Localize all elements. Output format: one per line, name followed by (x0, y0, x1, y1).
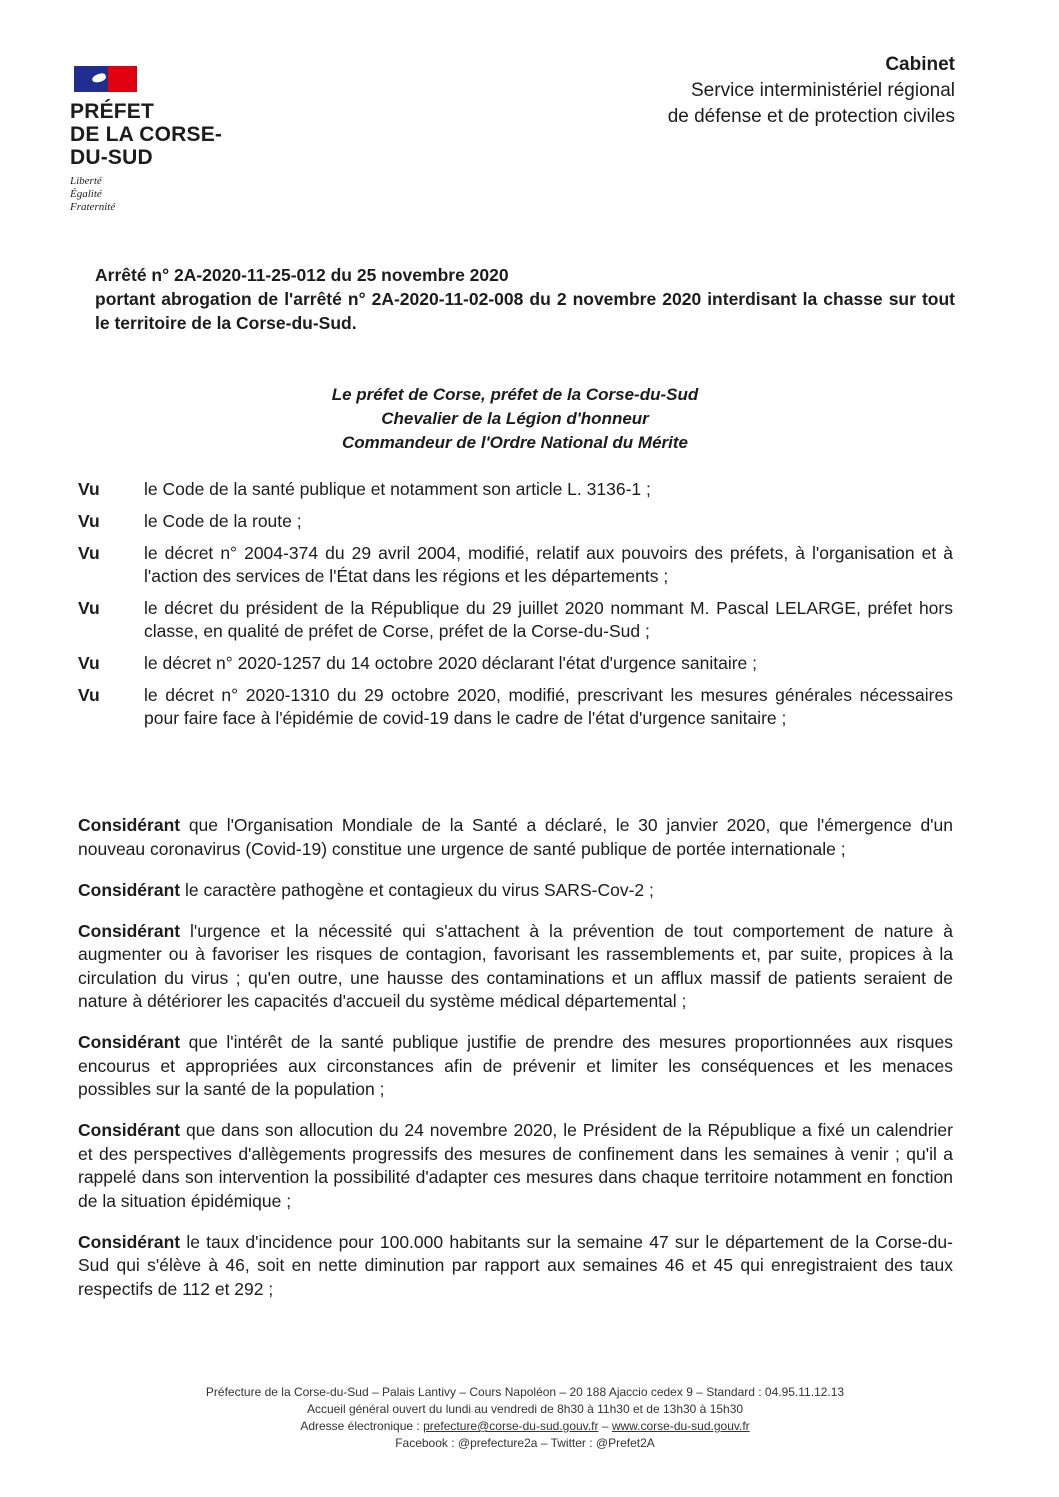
republic-motto: Liberté Égalité Fraternité (70, 175, 116, 213)
considerant-text: que dans son allocution du 24 novembre 2020, le Président de la République a fixé un calendrier et des perspectives d'allègements progressifs des mesures de confinement dans les semaines à venir ; qu'il a rappelé dans son intervention la possibilité d'adapter ces mesures dans chaque territoire notamment en fonction de la situation épidémique ; (78, 1120, 953, 1211)
considerant-text: que l'Organisation Mondiale de la Santé a déclaré, le 30 janvier 2020, que l'émergence d'un nouveau coronavirus (Covid-19) constitue une urgence de santé publique de portée internationale ; (78, 815, 953, 859)
vu-keyword: Vu (78, 479, 100, 499)
arrete-object: portant abrogation de l'arrêté n° 2A-2020-11-02-008 du 2 novembre 2020 interdisant la chasse sur tout le territoire de la Corse-du-Sud. (95, 289, 955, 333)
service-line: de défense et de protection civiles (667, 106, 955, 127)
vu-text: le décret n° 2020-1310 du 29 octobre 2020, modifié, prescrivant les mesures générales nécessaires pour faire face à l'épidémie de covid-19 dans le cadre de l'état d'urgence sanitaire ; (144, 685, 953, 728)
vu-keyword: Vu (78, 598, 100, 618)
considerants-list (78, 814, 953, 1311)
considerant-keyword: Considérant (78, 1032, 181, 1052)
footer-email-label: Adresse électronique : (300, 1419, 420, 1433)
vu-item (78, 510, 953, 533)
considerant-keyword: Considérant (78, 920, 181, 941)
considerant-text: que l'intérêt de la santé publique justifie de prendre des mesures proportionnées aux risques encourus et appropriées aux circonstances afin de prévenir et limiter les conséquences et les menaces possibles sur la santé de la population ; (78, 1032, 953, 1099)
vu-text: le décret du président de la République du 29 juillet 2020 nommant M. Pascal LELARGE, préfet hors classe, en qualité de préfet de Corse, préfet de la Corse-du-Sud ; (144, 598, 953, 641)
service-line: Service interministériel régional (691, 80, 955, 101)
vu-keyword: Vu (78, 653, 100, 673)
vu-keyword: Vu (78, 543, 100, 563)
footer-social: Facebook : @prefecture2a – Twitter : @Prefet2A (395, 1436, 655, 1450)
arrete-number: Arrêté n° 2A-2020-11-25-012 du 25 novembre 2020 (95, 265, 509, 285)
vu-item (78, 597, 953, 643)
considerant-text: le caractère pathogène et contagieux du virus SARS-Cov-2 ; (184, 879, 654, 900)
footer-hours: Accueil général ouvert du lundi au vendredi de 8h30 à 11h30 et de 13h30 à 15h30 (306, 1402, 744, 1416)
footer-contact (60, 1418, 990, 1435)
service-header (668, 52, 955, 130)
considerant-text: le taux d'incidence pour 100.000 habitants sur la semaine 47 sur le département de la Corse-du-Sud qui s'élève à 46, soit en nette diminution par rapport aux semaines 46 et 45 qui enregistraient des taux respectifs de 112 et 292 ; (78, 1231, 953, 1299)
vu-text: le Code de la santé publique et notamment son article L. 3136-1 ; (144, 479, 651, 499)
arrete-title (95, 263, 955, 335)
vu-text: le décret n° 2004-374 du 29 avril 2004, modifié, relatif aux pouvoirs des préfets, à l'organisation et à l'action des services de l'État dans les régions et les départements ; (144, 543, 953, 586)
vu-item (78, 684, 953, 730)
vu-text: le Code de la route ; (144, 511, 302, 531)
vu-keyword: Vu (78, 685, 100, 705)
considerant-keyword: Considérant (78, 1120, 181, 1140)
footer-website-link[interactable]: www.corse-du-sud.gouv.fr (611, 1419, 750, 1433)
considerant-item (78, 879, 953, 903)
considerant-keyword: Considérant (78, 1231, 181, 1252)
footer-separator: – (601, 1419, 609, 1433)
vu-keyword: Vu (78, 511, 100, 531)
considerant-item (78, 1031, 953, 1102)
prefet-name: PRÉFET DE LA CORSE- DU-SUD (70, 100, 223, 169)
service-cabinet: Cabinet (885, 54, 955, 75)
prefecture-logo (70, 66, 250, 214)
considerant-text: l'urgence et la nécessité qui s'attachent à la prévention de tout comportement de nature à augmenter ou à favoriser les risques de contagion, favorisant les rassemblements et, par suite, propices à la circulation du virus ; qu'en outre, une hausse des contaminations et un afflux massif de patients seraient de nature à détériorer les capacités d'accueil du système médical départemental ; (78, 920, 953, 1011)
considerant-item (78, 1231, 953, 1302)
footer-address: Préfecture de la Corse-du-Sud – Palais Lantivy – Cours Napoléon – 20 188 Ajaccio cedex 9 – Standard : 04.95.11.12.13 (205, 1385, 845, 1399)
vu-item (78, 652, 953, 675)
vu-item (78, 542, 953, 588)
vu-list (78, 478, 953, 739)
considerant-item (78, 1119, 953, 1213)
issuing-authority: Le préfet de Corse, préfet de la Corse-du-Sud Chevalier de la Légion d'honneur Commandeur de l'Ordre National du Mérite (331, 385, 699, 452)
considerant-keyword: Considérant (78, 879, 181, 900)
footer-email-link[interactable]: prefecture@corse-du-sud.gouv.fr (423, 1419, 599, 1433)
page-footer (60, 1384, 990, 1452)
vu-text: le décret n° 2020-1257 du 14 octobre 2020 déclarant l'état d'urgence sanitaire ; (144, 653, 757, 673)
considerant-item (78, 814, 953, 861)
considerant-keyword: Considérant (78, 815, 181, 835)
marianne-flag-icon (74, 66, 137, 92)
vu-item (78, 478, 953, 501)
considerant-item (78, 920, 953, 1014)
